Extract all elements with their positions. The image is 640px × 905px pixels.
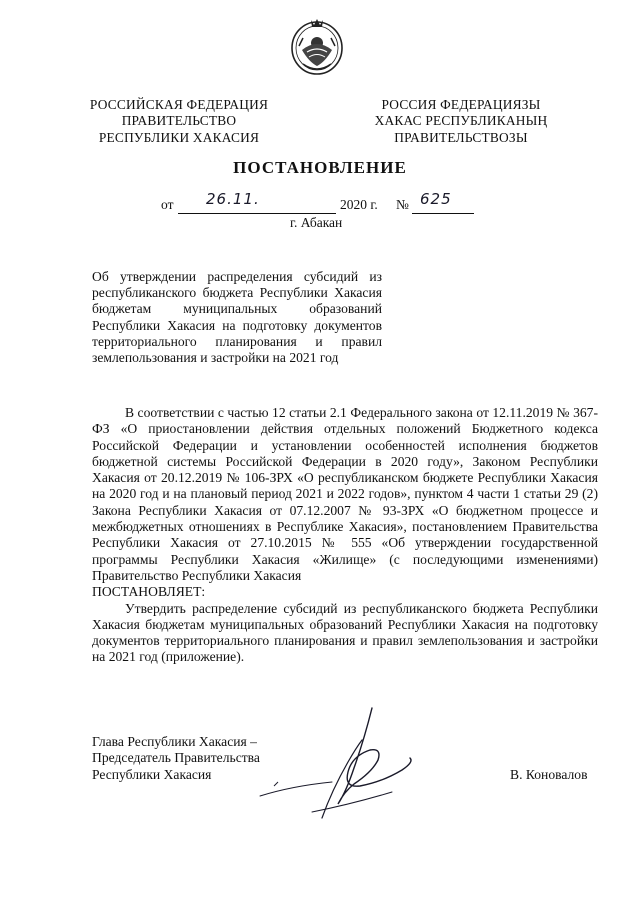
header-left-line: ПРАВИТЕЛЬСТВО <box>121 113 237 129</box>
position-line: Председатель Правительства <box>92 750 260 766</box>
number-underline <box>412 213 474 214</box>
handwritten-number: 625 <box>420 190 452 208</box>
document-title: ПОСТАНОВЛЕНИЕ <box>233 158 407 177</box>
coat-of-arms-emblem <box>289 16 345 76</box>
number-sign: № <box>396 197 409 212</box>
decree-word: ПОСТАНОВЛЯЕТ: <box>92 584 206 600</box>
signatory-name: В. Коновалов <box>510 767 588 782</box>
position-line: Республики Хакасия <box>92 766 212 782</box>
header-right-line: ПРАВИТЕЛЬСТВОЗЫ <box>394 129 528 145</box>
body-paragraph: Утвердить распределение субсидий из республиканского бюджета Республики Хакасия бюджетам муниципальных образований Республики Хакасия на подготовку документов территориального планирования и правил землепользования и застройки на 2021 год (приложение). <box>92 600 598 665</box>
document-body <box>92 405 598 666</box>
header-left-line: РЕСПУБЛИКИ ХАКАСИЯ <box>98 129 260 145</box>
handwritten-date: 26.11. <box>206 190 260 208</box>
handwritten-signature <box>252 700 432 830</box>
document-subject: Об утверждении распределения субсидий из республиканского бюджета Республики Хакасия бюджетам муниципальных образований Республики Хакасия на подготовку документов территориального планирования и правил землепользования и застройки на 2021 год <box>92 269 382 366</box>
header-right-line: РОССИЯ ФЕДЕРАЦИЯЗЫ <box>381 97 541 112</box>
signatory-position <box>92 734 260 783</box>
body-paragraph: В соответствии с частью 12 статьи 2.1 Федерального закона от 12.11.2019 № 367-ФЗ «О приостановлении действия отдельных положений Бюджетного кодекса Российской Федерации и установлении особенностей исполнения бюджетов бюджетной системы Российской Федерации в 2020 году», Законом Республики Хакасия от 20.12.2019 № 106-ЗРХ «О республиканском бюджете Республики Хакасия на 2020 год и на плановый период 2021 и 2022 годов», пунктом 4 части 1 статьи 29 (2) Закона Республики Хакасия от 07.12.2007 № 93-ЗРХ «О бюджетном процессе и межбюджетных отношениях в Республике Хакасия», постановлением Правительства Республики Хакасия от 27.10.2015 № 555 «Об утверждении государственной программы Республики Хакасия «Жилище» (с последующими изменениями) Правительство Республики Хакасия <box>92 405 598 583</box>
date-prefix: от <box>161 197 174 212</box>
date-underline <box>178 213 336 214</box>
header-left <box>74 97 284 146</box>
header-left-line: РОССИЙСКАЯ ФЕДЕРАЦИЯ <box>89 97 269 112</box>
date-year: 2020 г. <box>340 197 378 212</box>
header-right <box>352 97 570 146</box>
city: г. Абакан <box>290 215 343 230</box>
header-right-line: ХАКАС РЕСПУБЛИКАНЫҢ <box>374 113 548 129</box>
position-line: Глава Республики Хакасия – <box>92 734 257 749</box>
